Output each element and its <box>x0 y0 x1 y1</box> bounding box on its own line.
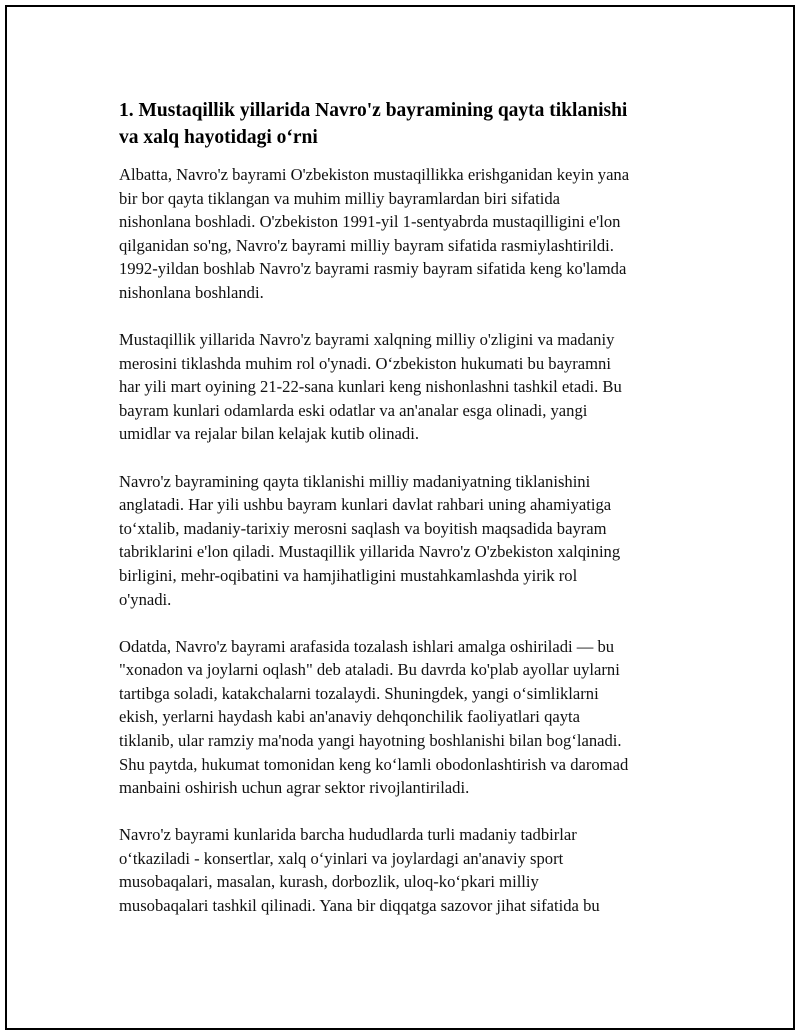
text-line: Albatta, Navro'z bayrami O'zbekiston mustaqillikka erishganidan keyin yana <box>119 165 630 184</box>
text-line: Mustaqillik yillarida Navro'z bayrami xalqning milliy o'zligini va madaniy <box>119 330 615 350</box>
paragraph-2 <box>119 328 693 446</box>
text-line: nishonlana boshlandi. <box>119 282 264 302</box>
text-line: to‘xtalib, madaniy-tarixiy merosni saqlash va boyitish maqsadida bayram <box>119 518 607 538</box>
section-heading <box>119 97 693 151</box>
text-line: 1992-yildan boshlab Navro'z bayrami rasmiy bayram sifatida keng ko'lamda <box>119 259 627 279</box>
text-line: "xonadon va joylarni oqlash" deb ataladi. Bu davrda ko'plab ayollar uylarni <box>119 660 620 680</box>
text-line: nishonlana boshladi. O'zbekiston 1991-yil 1-sentyabrda mustaqilligini e'lon <box>119 212 621 232</box>
text-line: qilganidan so'ng, Navro'z bayrami milliy bayram sifatida rasmiylashtirildi. <box>119 235 614 255</box>
text-line: bir bor qayta tiklangan va muhim milliy bayramlardan biri sifatida <box>119 188 560 208</box>
text-line: Odatda, Navro'z bayrami arafasida tozalash ishlari amalga oshiriladi — bu <box>119 636 615 656</box>
text-line: tiklanib, ular ramziy ma'noda yangi hayotning boshlanishi bilan bog‘lanadi. <box>119 730 622 750</box>
text-line: anglatadi. Har yili ushbu bayram kunlari davlat rahbari uning ahamiyatiga <box>119 495 612 515</box>
heading-line: va xalq hayotidagi o‘rni <box>119 127 318 148</box>
document-page <box>5 5 795 1030</box>
text-line: musobaqalari tashkil qilinadi. Yana bir diqqatga sazovor jihat sifatida bu <box>119 896 600 916</box>
paragraph-4 <box>119 635 693 800</box>
text-line: o‘tkaziladi - konsertlar, xalq o‘yinlari va joylardagi an'anaviy sport <box>119 848 564 868</box>
text-line: tartibga soladi, katakchalarni tozalaydi. Shuningdek, yangi o‘simliklarni <box>119 683 599 703</box>
document-body <box>119 97 693 941</box>
text-line: ekish, yerlarni haydash kabi an'anaviy dehqonchilik faoliyatlari qayta <box>119 707 581 727</box>
heading-line: 1. Mustaqillik yillarida Navro'z bayramining qayta tiklanishi <box>119 100 628 121</box>
text-line: har yili mart oyining 21-22-sana kunlari keng nishonlashni tashkil etadi. Bu <box>119 377 622 397</box>
text-line: manbaini oshirish uchun agrar sektor rivojlantiriladi. <box>119 778 470 798</box>
text-line: birligini, mehr-oqibatini va hamjihatligini mustahkamlashda yirik rol <box>119 565 578 585</box>
text-line: merosini tiklashda muhim rol o'ynadi. O‘zbekiston hukumati bu bayramni <box>119 353 611 373</box>
paragraph-1 <box>119 163 693 305</box>
text-line: Navro'z bayrami kunlarida barcha hududlarda turli madaniy tadbirlar <box>119 825 577 845</box>
text-line: musobaqalari, masalan, kurash, dorbozlik, uloq-ko‘pkari milliy <box>119 872 539 892</box>
text-line: umidlar va rejalar bilan kelajak kutib olinadi. <box>119 424 419 444</box>
text-line: Navro'z bayramining qayta tiklanishi milliy madaniyatning tiklanishini <box>119 471 591 491</box>
text-line: bayram kunlari odamlarda eski odatlar va an'analar esga olinadi, yangi <box>119 400 588 420</box>
text-line: Shu paytda, hukumat tomonidan keng ko‘lamli obodonlashtirish va daromad <box>119 754 629 774</box>
paragraph-5 <box>119 823 693 917</box>
text-line: o'ynadi. <box>119 589 172 609</box>
paragraph-3 <box>119 470 693 612</box>
text-line: tabriklarini e'lon qiladi. Mustaqillik yillarida Navro'z O'zbekiston xalqining <box>119 542 621 562</box>
